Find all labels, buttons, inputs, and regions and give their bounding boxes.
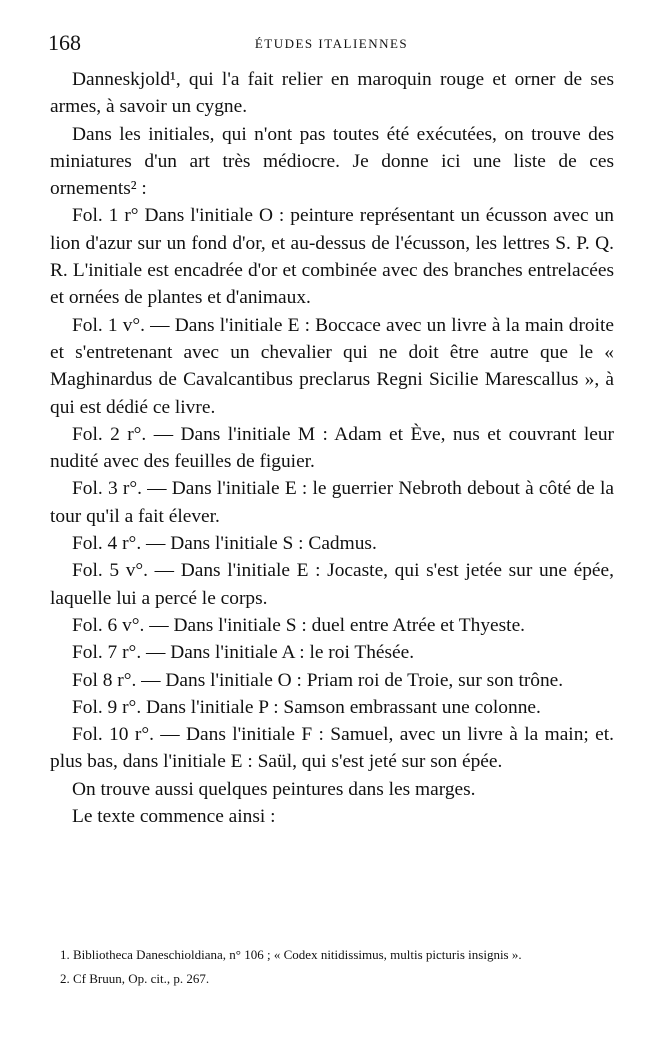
footnote-2: 2. Cf Bruun, Op. cit., p. 267. xyxy=(60,971,210,986)
paragraph-fol-2r: Fol. 2 r°. — Dans l'initiale M : Adam et Ève, nus et couvrant leur nudité avec des feuilles de figuier. xyxy=(50,423,614,473)
paragraph-text-begins: Le texte commence ainsi : xyxy=(72,806,276,828)
paragraph-margins: On trouve aussi quelques peintures dans les marges. xyxy=(72,778,476,800)
paragraph-fol-9r: Fol. 9 r°. Dans l'initiale P : Samson embrassant une colonne. xyxy=(72,696,541,718)
paragraph-fol-1v: Fol. 1 v°. — Dans l'initiale E : Boccace avec un livre à la main droite et s'entretenant avec un chevalier qui ne doit être autre que le « Maghinardus de Cavalcantibus preclarus Regni Sicilie Marescallus », à qui est dédié ce livre. xyxy=(50,314,614,418)
paragraph-fol-4r: Fol. 4 r°. — Dans l'initiale S : Cadmus. xyxy=(72,533,377,555)
paragraph-fol-6v: Fol. 6 v°. — Dans l'initiale S : duel entre Atrée et Thyeste. xyxy=(72,614,526,636)
paragraph-fol-8r: Fol 8 r°. — Dans l'initiale O : Priam roi de Troie, sur son trône. xyxy=(72,669,564,691)
paragraph-fol-5v: Fol. 5 v°. — Dans l'initiale E : Jocaste, qui s'est jetée sur une épée, laquelle lui a percé le corps. xyxy=(50,560,614,609)
page-header xyxy=(48,30,615,58)
paragraph-fol-1r: Fol. 1 r° Dans l'initiale O : peinture représentant un écusson avec un lion d'azur sur un fond d'or, et au-dessus de l'écusson, les lettres S. P. Q. R. L'initiale est encadrée d'or et combinée avec des branches entrelacées et ornées de plantes et d'animaux. xyxy=(50,205,614,309)
paragraph-fol-3r: Fol. 3 r°. — Dans l'initiale E : le guerrier Nebroth debout à côté de la tour qu'il a fait élever. xyxy=(50,478,614,527)
footnotes xyxy=(50,946,614,994)
running-title: ÉTUDES ITALIENNES xyxy=(254,36,409,51)
paragraph-initials: Dans les initiales, qui n'ont pas toutes été exécutées, on trouve des miniatures d'un art très médiocre. Je donne ici une liste de ces ornements² : xyxy=(50,123,614,200)
paragraph-fol-10r: Fol. 10 r°. — Dans l'initiale F : Samuel, avec un livre à la main; et. plus bas, dans l'initiale E : Saül, qui s'est jeté sur son épée. xyxy=(50,724,614,773)
body-text xyxy=(50,66,614,830)
paragraph-dedication: Danneskjold¹, qui l'a fait relier en maroquin rouge et orner de ses armes, à savoir un cygne. xyxy=(50,69,614,118)
paragraph-fol-7r: Fol. 7 r°. — Dans l'initiale A : le roi Thésée. xyxy=(72,642,415,664)
page-number: 168 xyxy=(48,30,81,55)
footnote-1: 1. Bibliotheca Daneschioldiana, n° 106 ; « Codex nitidissimus, multis picturis insignis ». xyxy=(60,947,522,962)
